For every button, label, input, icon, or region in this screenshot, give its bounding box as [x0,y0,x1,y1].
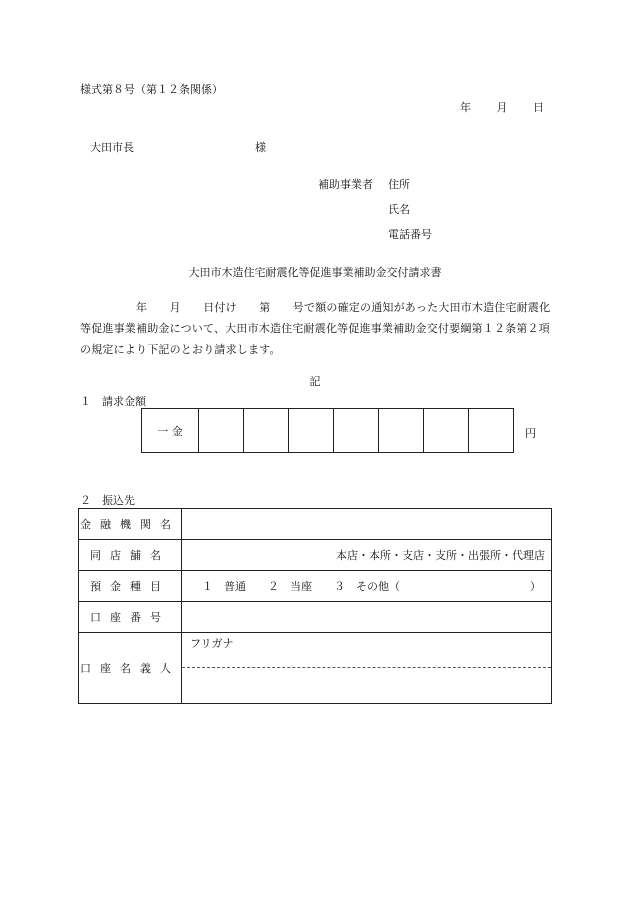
document-title: 大田市木造住宅耐震化等促進事業補助金交付請求書 [188,266,442,279]
honorific: 様 [255,141,266,154]
date-line: 年 月 日 [460,101,544,114]
amount-digit-cell[interactable] [424,409,469,452]
form-number: 様式第８号（第１２条関係） [80,83,223,96]
section1-heading: １ 請求金額 [80,395,146,408]
account-holder-label: 口座名義人 [79,633,182,704]
account-type-label: 預金種目 [79,571,182,602]
branch-name-label: 同店舗名 [79,540,182,571]
section2-heading: ２ 振込先 [80,494,135,507]
ki-marker: 記 [309,375,321,388]
amount-box [141,408,514,453]
table-row [79,571,552,602]
name-label: 氏名 [388,203,410,216]
addressee: 大田市長 [90,141,134,154]
amount-digit-cell[interactable] [379,409,424,452]
applicant-label: 補助事業者 [318,178,373,191]
dashed-divider [182,667,551,668]
body-text: 年 月 日付け 第 号で額の確定の通知があった大田市木造住宅耐震化等促進事業補助金について、大田市木造住宅耐震化等促進事業補助金交付要綱第１２条第２項の規定により下記のとおり請求します。 [80,301,551,356]
account-type-field[interactable] [182,571,552,602]
account-holder-field[interactable] [182,633,552,704]
bank-transfer-table [78,508,552,704]
phone-label: 電話番号 [388,228,432,241]
table-row [79,602,552,633]
account-number-field[interactable] [182,602,552,633]
bank-name-field[interactable] [182,509,552,540]
bank-name-label: 金融機関名 [79,509,182,540]
address-label: 住所 [388,178,410,191]
amount-digit-cell[interactable] [289,409,334,452]
account-type-close: ） [530,580,541,593]
amount-digit-cell[interactable] [334,409,379,452]
currency-unit: 円 [525,427,536,440]
table-row [79,540,552,571]
account-type-options: １ 普通 ２ 当座 ３ その他（ [202,580,400,593]
amount-digit-cell[interactable] [199,409,244,452]
amount-digit-cell[interactable] [469,409,513,452]
table-row [79,633,552,704]
amount-digit-cell[interactable] [244,409,289,452]
furigana-label: フリガナ [190,637,234,650]
table-row [79,509,552,540]
amount-label: 一 金 [142,409,199,452]
branch-types-field[interactable]: 本店・本所・支店・支所・出張所・代理店 [182,540,552,571]
account-number-label: 口座番号 [79,602,182,633]
